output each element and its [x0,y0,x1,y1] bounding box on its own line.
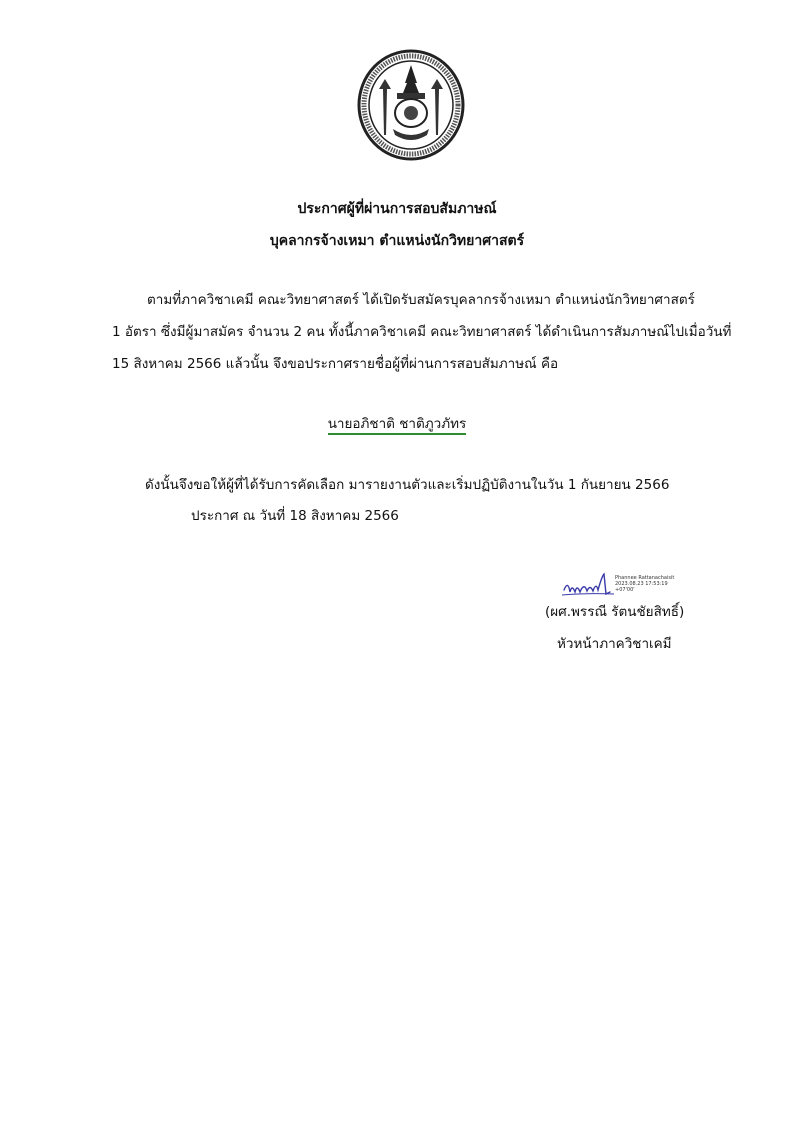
selected-candidate [0,414,794,434]
report-instruction: ดังนั้นจึงขอให้ผู้ที่ได้รับการคัดเลือก มารายงานตัวและเริ่มปฏิบัติงานในวัน 1 กันยายน 2566 [145,477,670,493]
digital-signature-date: 2023.08.23 17:53:19 [615,581,668,587]
digital-signature-timezone: +07'00' [615,587,635,593]
handwritten-signature [560,570,618,602]
selected-candidate-name: นายอภิชาติ ชาติภูวภัทร [328,416,467,435]
body-paragraph-line: 1 อัตรา ซึ่งมีผู้มาสมัคร จำนวน 2 คน ทั้งนี้ภาควิชาเคมี คณะวิทยาศาสตร์ ได้ดำเนินการสัมภาษณ์ไปเมื่อวันที่ [112,324,732,340]
announcement-title: ประกาศผู้ที่ผ่านการสอบสัมภาษณ์ [297,201,497,217]
announcement-date: ประกาศ ณ วันที่ 18 สิงหาคม 2566 [191,508,399,524]
announcement-subtitle: บุคลากรจ้างเหมา ตำแหน่งนักวิทยาศาสตร์ [269,233,525,249]
body-paragraph-line: ตามที่ภาควิชาเคมี คณะวิทยาศาสตร์ ได้เปิดรับสมัครบุคลากรจ้างเหมา ตำแหน่งนักวิทยาศาสตร์ [147,292,695,308]
body-paragraph-line: 15 สิงหาคม 2566 แล้วนั้น จึงขอประกาศรายชื่อผู้ที่ผ่านการสอบสัมภาษณ์ คือ [112,356,559,372]
digital-signature-name: Phannee Rattanachaisit [615,575,675,581]
digital-signature-info [615,575,674,593]
signer-name: (ผศ.พรรณี รัตนชัยสิทธิ์) [545,604,685,620]
university-seal-logo [357,49,465,161]
signer-position: หัวหน้าภาควิชาเคมี [557,636,672,652]
